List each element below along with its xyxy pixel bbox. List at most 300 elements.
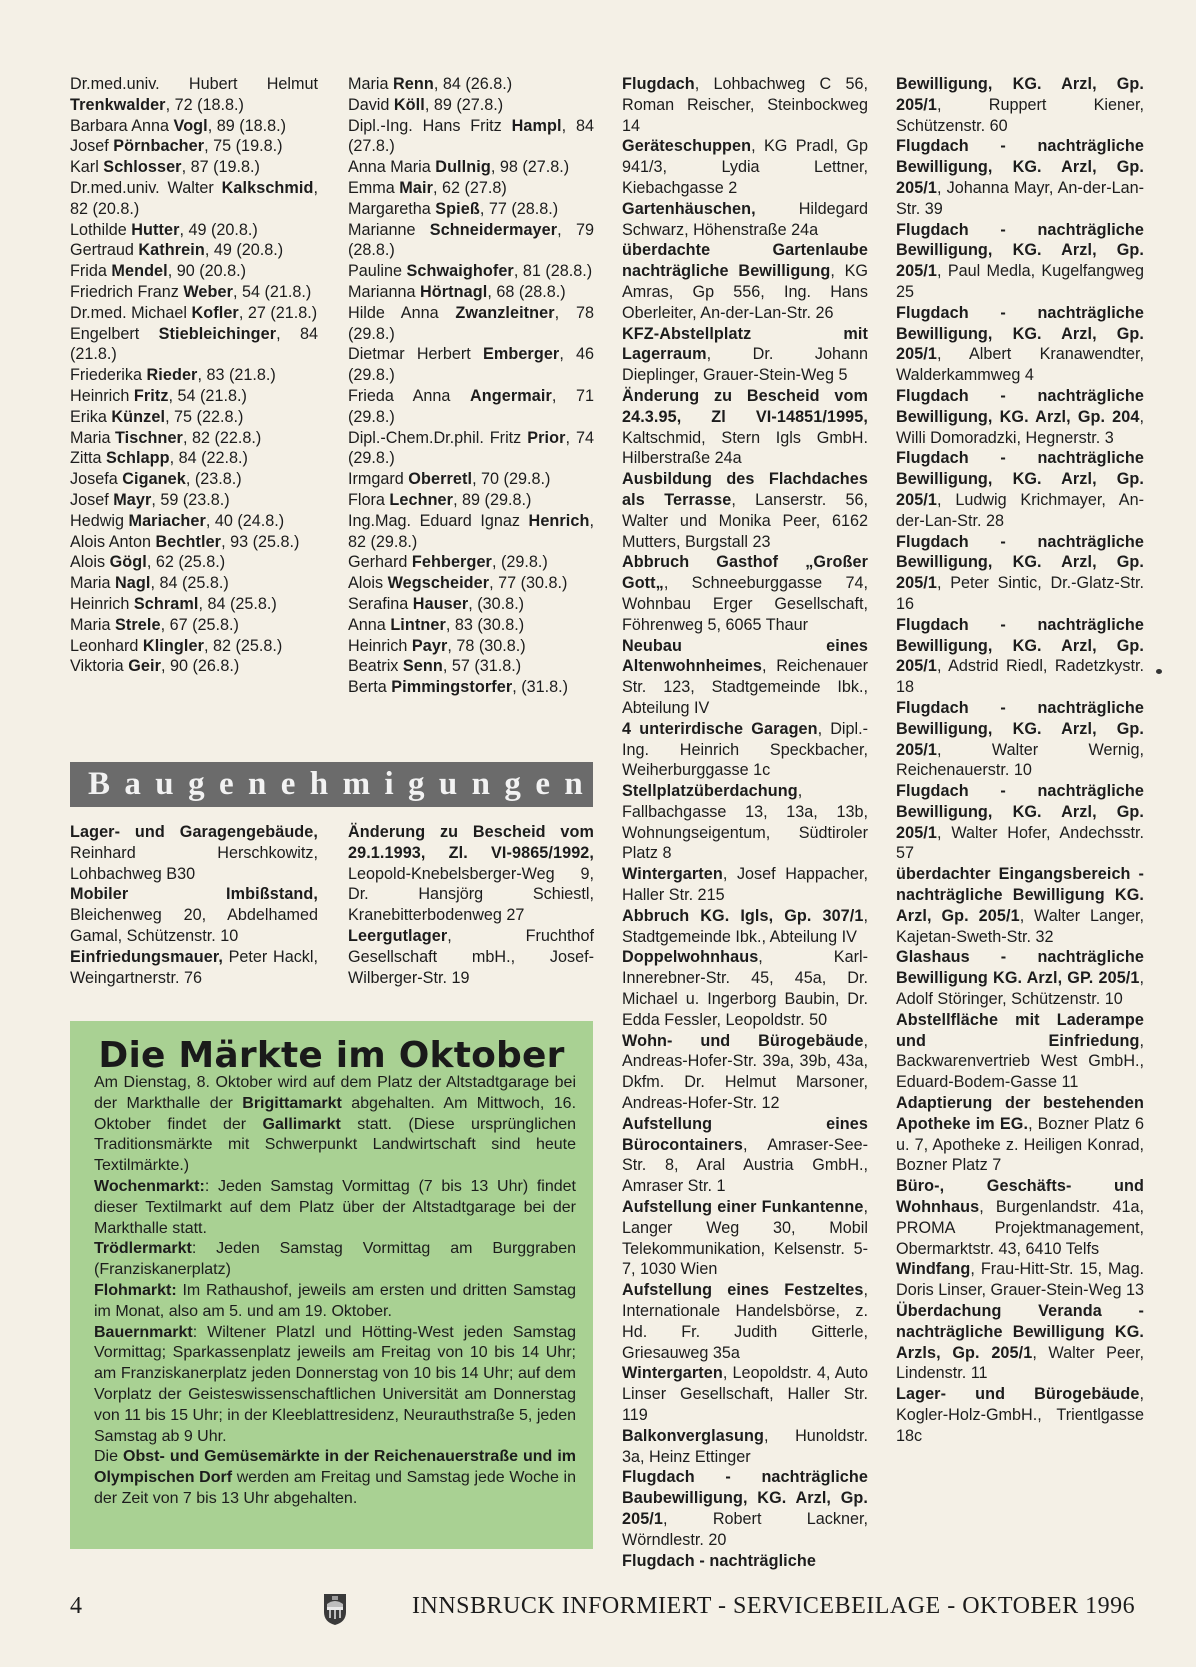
entry-text: Dipl.-Chem.Dr.phil. Fritz xyxy=(348,428,528,447)
entry-bold: Leergutlager xyxy=(348,926,448,945)
section-banner xyxy=(70,762,598,807)
list-item xyxy=(70,573,318,594)
list-item xyxy=(896,1176,1144,1259)
entry-bold: Hörtnagl xyxy=(419,282,488,301)
entry-bold: Flugdach - nachträgliche Bewilligung, KG. Arzl, Gp. 205/1 xyxy=(896,615,1144,676)
permits-column-1 xyxy=(70,822,318,988)
list-item xyxy=(70,324,318,366)
entry-bold: Zwanzleitner xyxy=(455,303,555,322)
list-item xyxy=(70,532,318,553)
entry-text: , Johanna Mayr, An-der-Lan-Str. 39 xyxy=(896,178,1144,218)
list-item xyxy=(896,864,1144,947)
entry-text: Anna xyxy=(348,615,391,634)
entry-bold: Büro-, Geschäfts- und Wohnhaus xyxy=(896,1177,1144,1217)
entry-bold: Obst- und Gemüsemärkte in der Reichenauerstraße und im Olympischen Dorf xyxy=(94,1448,577,1487)
list-item xyxy=(622,1031,868,1114)
entry-text: Irmgard xyxy=(348,470,409,489)
entry-text: , Walter Langer, Kajetan-Sweth-Str. 32 xyxy=(896,906,1145,946)
entry-bold: Windfang xyxy=(896,1260,971,1279)
list-item xyxy=(622,781,868,864)
entry-bold: Mair xyxy=(399,178,433,197)
entry-text: , Hunoldstr. 3a, Heinz Ettinger xyxy=(622,1426,868,1466)
entry-bold: Lechner xyxy=(389,490,454,509)
entry-text: , Langer Weg 30, Mobil Telekommunikation, Kelsenstr. 5-7, 1030 Wien xyxy=(622,1198,868,1279)
list-item xyxy=(70,282,318,303)
entry-bold: Trödlermarkt xyxy=(94,1240,192,1258)
entry-text: Hilde Anna xyxy=(348,303,456,322)
list-item xyxy=(896,1384,1144,1446)
entry-bold: Brigittamarkt xyxy=(242,1094,342,1112)
entry-text: Hildegard Schwarz, Höhenstraße 24a xyxy=(622,199,868,239)
entry-bold: Mobiler Imbißstand, xyxy=(70,885,318,904)
entry-text: , 81 (28.8.) xyxy=(513,262,593,281)
list-item xyxy=(622,864,868,906)
list-item xyxy=(622,636,868,719)
list-item xyxy=(348,615,594,636)
entry-text: Die xyxy=(94,1448,124,1466)
entry-bold: Schlapp xyxy=(105,449,170,468)
list-item xyxy=(896,220,1144,303)
list-item xyxy=(348,552,594,573)
entry-text: Karl xyxy=(70,158,104,177)
list-item xyxy=(622,136,868,198)
list-item xyxy=(348,220,594,262)
entry-text: , Reichenauer Str. 123, Stadtgemeinde Ibk., Abteilung IV xyxy=(622,657,868,717)
entry-bold: Pörnbacher xyxy=(113,137,205,156)
list-item xyxy=(70,656,318,677)
entry-bold: Abbruch Gasthof „Großer Gott„ xyxy=(622,553,868,593)
entry-text: , 89 (29.8.) xyxy=(453,490,532,509)
entry-text: , 77 (28.8.) xyxy=(479,199,559,218)
entry-text: : Jeden Samstag Vormittag (7 bis 13 Uhr) findet dieser Textilmarkt auf dem Platz über der Altstadtgarage bei der Markthalle statt. xyxy=(94,1177,576,1237)
entry-text: , Kogler-Holz-GmbH., Trientlgasse 18c xyxy=(896,1385,1144,1445)
entry-text: , (29.8.) xyxy=(491,553,548,572)
entry-text: Dietmar Herbert xyxy=(348,345,483,364)
list-item xyxy=(348,822,594,926)
entry-bold: Hampl xyxy=(511,116,562,135)
entry-bold: Fehberger xyxy=(411,553,492,572)
list-item xyxy=(622,74,868,136)
list-item xyxy=(70,240,318,261)
permits-column-3 xyxy=(622,74,868,1571)
list-item xyxy=(70,116,318,137)
list-item xyxy=(896,303,1144,386)
entry-bold: Geir xyxy=(128,657,161,676)
entry-bold: Flugdach - nachträgliche Bewilligung, KG. Arzl, Gp. 205/1 xyxy=(896,303,1144,364)
entry-bold: Flohmarkt: xyxy=(94,1281,177,1299)
entry-text: , Karl-Innerebner-Str. 45, 45a, Dr. Michael u. Ingerborg Baubin, Dr. Edda Fessler, Leopoldstr. 50 xyxy=(622,948,868,1029)
entry-bold: Flugdach - nachträgliche Bewilligung, KG. Arzl, Gp. 204 xyxy=(896,386,1144,426)
death-notices-column-1 xyxy=(70,74,318,677)
list-item xyxy=(348,178,594,199)
entry-text: , 49 (20.8.) xyxy=(204,241,284,260)
list-item xyxy=(94,1323,576,1448)
permits-column-2 xyxy=(348,822,594,988)
entry-text: Dr.med. Michael xyxy=(70,303,192,322)
list-item xyxy=(622,324,868,386)
list-item xyxy=(348,344,594,386)
entry-text: Kaltschmid, Stern Igls GmbH. Hilberstraße 24a xyxy=(622,428,868,468)
entry-text: , 82 (22.8.) xyxy=(182,428,262,447)
entry-text: Beatrix xyxy=(348,657,403,676)
entry-text: , Willi Domoradzki, Hegnerstr. 3 xyxy=(896,407,1144,447)
entry-bold: Köll xyxy=(393,95,425,114)
entry-bold: Pimmingstorfer xyxy=(391,678,513,697)
entry-text: , 89 (18.8.) xyxy=(207,116,287,135)
entry-text: Erika xyxy=(70,407,112,426)
entry-bold: Wochenmarkt: xyxy=(94,1177,205,1195)
entry-text: , Lanserstr. 56, Walter und Monika Peer, 6162 Mutters, Burgstall 23 xyxy=(622,490,869,551)
entry-text: , 57 (31.8.) xyxy=(442,657,522,676)
entry-text: , Ruppert Kiener, Schützenstr. 60 xyxy=(896,95,1144,135)
entry-bold: Kofler xyxy=(191,303,239,322)
death-notices-column-2 xyxy=(348,74,594,698)
entry-text: , 67 (25.8.) xyxy=(160,615,239,634)
entry-text: Alois Anton xyxy=(70,532,156,551)
entry-text: , Leopoldstr. 4, Auto Linser Gesellschaft, Haller Str. 119 xyxy=(622,1364,868,1424)
entry-text: , 83 (30.8.) xyxy=(445,615,525,634)
entry-bold: Mariacher xyxy=(128,511,206,530)
list-item xyxy=(70,636,318,657)
list-item xyxy=(896,386,1144,448)
list-item xyxy=(348,428,594,470)
entry-bold: Strele xyxy=(114,615,161,634)
list-item xyxy=(70,74,318,116)
list-item xyxy=(70,615,318,636)
entry-text: Dipl.-Ing. Hans Fritz xyxy=(348,116,512,135)
list-item xyxy=(896,74,1144,136)
entry-text: , Andreas-Hofer-Str. 39a, 39b, 43a, Dkfm. Dr. Helmut Marsoner, Andreas-Hofer-Str. 12 xyxy=(622,1031,868,1113)
entry-text: , 82 (29.8.) xyxy=(348,511,594,551)
entry-text: Ing.Mag. Eduard Ignaz xyxy=(348,511,529,530)
entry-bold: Balkonverglasung xyxy=(622,1426,764,1445)
entry-bold: Flugdach - nachträgliche Bewilligung, KG. Arzl, Gp. 205/1 xyxy=(896,220,1144,281)
list-item xyxy=(896,1010,1144,1093)
entry-bold: Prior xyxy=(527,428,566,447)
entry-text: , Adolf Störinger, Schützenstr. 10 xyxy=(896,969,1144,1009)
entry-bold: Änderung zu Bescheid vom 29.1.1993, Zl. VI-9865/1992, xyxy=(348,823,594,862)
entry-text: Dr.med.univ. Hubert Helmut xyxy=(70,75,318,93)
entry-text: , 90 (26.8.) xyxy=(160,657,240,676)
entry-text: , 83 (21.8.) xyxy=(197,366,276,385)
entry-text: , 46 (29.8.) xyxy=(348,345,594,385)
list-item xyxy=(622,469,868,552)
entry-bold: Nagl xyxy=(114,574,151,593)
list-item xyxy=(70,428,318,449)
list-item xyxy=(348,594,594,615)
entry-text: Josefa xyxy=(70,470,123,489)
entry-text: Maria xyxy=(70,574,115,593)
list-item xyxy=(348,490,594,511)
markets-box xyxy=(70,1021,593,1549)
entry-text: Pauline xyxy=(348,262,407,281)
list-item xyxy=(622,199,868,241)
entry-text: , KG Amras, Gp 556, Ing. Hans Oberleiter, An-der-Lan-Str. 26 xyxy=(622,262,868,322)
list-item xyxy=(896,947,1144,1009)
entry-bold: überdachter Eingangsbereich - nachträgliche Bewilligung KG. Arzl, Gp. 205/1 xyxy=(896,865,1144,925)
list-item xyxy=(622,1197,868,1280)
entry-text: , Fallbachgasse 13, 13a, 13b, Wohnungseigentum, Südtiroler Platz 8 xyxy=(622,782,868,863)
list-item xyxy=(622,1551,868,1572)
entry-text: , Albert Kranawendter, Walderkammweg 4 xyxy=(896,345,1144,385)
entry-text: , Walter Wernig, Reichenauerstr. 10 xyxy=(896,740,1144,780)
entry-text: , Paul Medla, Kugelfangweg 25 xyxy=(896,262,1144,301)
list-item xyxy=(348,157,594,178)
entry-bold: Angermair xyxy=(470,386,552,405)
entry-text: , KG Pradl, Gp 941/3, Lydia Lettner, Kiebachgasse 2 xyxy=(622,137,868,197)
entry-text: , Bozner Platz 6 u. 7, Apotheke z. Heiligen Konrad, Bozner Platz 7 xyxy=(896,1114,1144,1175)
entry-text: , Ludwig Krichmayer, An-der-Lan-Str. 28 xyxy=(896,490,1144,530)
entry-bold: Weber xyxy=(183,282,234,301)
list-item xyxy=(348,511,594,553)
entry-text: , 78 (29.8.) xyxy=(348,303,594,343)
entry-text: , Adstrid Riedl, Radetzkystr. 18 xyxy=(896,657,1144,697)
entry-bold: 4 unterirdische Garagen xyxy=(622,719,818,738)
permits-column-4 xyxy=(896,74,1144,1447)
list-item xyxy=(70,220,318,241)
list-item xyxy=(94,1281,576,1323)
entry-text: David xyxy=(348,95,394,114)
entry-text: , Lohbachweg C 56, Roman Reischer, Steinbockweg 14 xyxy=(622,75,868,135)
entry-text: : Jeden Samstag Vormittag am Burggraben (Franziskanerplatz) xyxy=(94,1240,576,1279)
markets-body xyxy=(94,1073,576,1510)
entry-bold: Klingler xyxy=(142,636,204,655)
entry-text: Heinrich xyxy=(348,636,412,655)
entry-text: Peter Hackl, Weingartnerstr. 76 xyxy=(70,947,318,987)
list-item xyxy=(70,178,318,220)
entry-text: , Internationale Handelsbörse, z. Hd. Fr. Judith Gitterle, Griesauweg 35a xyxy=(622,1281,868,1362)
entry-bold: Vogl xyxy=(173,116,208,135)
list-item xyxy=(94,1239,576,1281)
entry-text: Berta xyxy=(348,678,392,697)
list-item xyxy=(896,698,1144,781)
entry-text: , 84 (25.8.) xyxy=(150,574,229,593)
innsbruck-coat-of-arms-icon xyxy=(322,1592,348,1626)
entry-text: Josef xyxy=(70,137,114,156)
list-item xyxy=(348,636,594,657)
list-item xyxy=(94,1447,576,1509)
entry-text: Zitta xyxy=(70,449,106,468)
entry-text: , 71 (29.8.) xyxy=(348,386,594,426)
list-item xyxy=(896,1301,1144,1384)
ink-dot xyxy=(1156,669,1162,674)
list-item xyxy=(70,365,318,386)
page-number: 4 xyxy=(70,1593,82,1619)
list-item xyxy=(70,261,318,282)
entry-text: , 84 (26.8.) xyxy=(433,75,513,93)
entry-text: , 78 (30.8.) xyxy=(447,636,526,655)
entry-text: , Amraser-See-Str. 8, Aral Austria GmbH., Amraser Str. 1 xyxy=(622,1135,868,1196)
entry-text: , Backwarenvertrieb West GmbH., Eduard-Bodem-Gasse 11 xyxy=(896,1031,1144,1092)
entry-bold: Gögl xyxy=(109,553,147,572)
list-item xyxy=(348,677,594,698)
entry-bold: Adaptierung der bestehenden Apotheke im EG. xyxy=(896,1094,1144,1133)
entry-bold: Gartenhäuschen, xyxy=(622,199,756,218)
entry-text: Dr.med.univ. Walter xyxy=(70,178,222,197)
entry-bold: Senn xyxy=(402,657,443,676)
entry-text: abgehalten. Am Mittwoch, 16. Oktober findet der xyxy=(94,1094,577,1133)
entry-text: , 82 (20.8.) xyxy=(70,178,318,218)
list-item xyxy=(348,261,594,282)
entry-text: Alois xyxy=(348,574,388,593)
entry-bold: Payr xyxy=(411,636,448,655)
entry-text: , Robert Lackner, Wörndlestr. 20 xyxy=(622,1509,868,1549)
entry-text: , 82 (25.8.) xyxy=(203,636,283,655)
entry-bold: Schraml xyxy=(133,594,199,613)
list-item xyxy=(622,386,868,469)
entry-bold: Künzel xyxy=(111,407,166,426)
entry-text: , 77 (30.8.) xyxy=(489,574,568,593)
entry-text: Im Rathaushof, jeweils am ersten und dritten Samstag im Monat, also am 5. und am 19. Oktober. xyxy=(94,1281,576,1320)
entry-text: Frida xyxy=(70,262,112,281)
list-item xyxy=(348,573,594,594)
entry-bold: Flugdach - nachträgliche Bewilligung, KG. Arzl, Gp. 205/1 xyxy=(896,532,1144,593)
entry-text: , 84 (27.8.) xyxy=(348,116,594,156)
entry-bold: Flugdach - nachträgliche Bewilligung, KG. Arzl, Gp. 205/1 xyxy=(896,782,1144,842)
entry-text: Viktoria xyxy=(70,657,129,676)
entry-bold: Flugdach - nachträgliche Bewilligung, KG. Arzl, Gp. 205/1 xyxy=(896,449,1144,509)
entry-text: , Fruchthof Gesellschaft mbH., Josef-Wilberger-Str. 19 xyxy=(348,926,594,987)
list-item xyxy=(70,511,318,532)
list-item xyxy=(622,1426,868,1468)
entry-text: Maria xyxy=(70,615,115,634)
list-item xyxy=(896,781,1144,864)
entry-text: Serafina xyxy=(348,594,413,613)
entry-bold: Lintner xyxy=(390,615,446,634)
list-item xyxy=(348,926,594,988)
list-item xyxy=(622,947,868,1030)
entry-bold: Kathrein xyxy=(138,241,205,260)
entry-bold: Schlosser xyxy=(103,158,182,177)
list-item xyxy=(896,1259,1144,1301)
entry-bold: Renn xyxy=(392,75,434,93)
entry-text: Lothilde xyxy=(70,220,132,239)
entry-bold: Lager- und Garagengebäude, xyxy=(70,823,318,841)
entry-text: , 62 (27.8) xyxy=(432,178,507,197)
entry-bold: Doppelwohnhaus xyxy=(622,948,759,967)
entry-bold: Bechtler xyxy=(155,532,222,551)
entry-text: , 75 (22.8.) xyxy=(165,407,244,426)
list-item xyxy=(70,594,318,615)
entry-bold: Mendel xyxy=(111,262,168,281)
entry-text: , Dipl.-Ing. Heinrich Speckbacher, Weiherburggasse 1c xyxy=(622,719,868,780)
entry-text: , 87 (19.8.) xyxy=(181,158,260,177)
entry-bold: Ausbildung des Flachdaches als Terrasse xyxy=(622,470,868,509)
entry-bold: Lager- und Bürogebäude xyxy=(896,1385,1140,1404)
entry-text: Gerhard xyxy=(348,553,412,572)
entry-text: , Stadtgemeinde Ibk., Abteilung IV xyxy=(622,906,868,946)
list-item xyxy=(622,1363,868,1425)
entry-bold: Hutter xyxy=(131,220,180,239)
entry-text: , (30.8.) xyxy=(468,594,525,613)
entry-bold: Überdachung Veranda - nachträgliche Bewilligung KG. Arzls, Gp. 205/1 xyxy=(896,1302,1144,1362)
entry-text: , 84 (21.8.) xyxy=(70,324,318,364)
entry-text: , Frau-Hitt-Str. 15, Mag. Doris Linser, Grauer-Stein-Weg 13 xyxy=(896,1260,1145,1300)
entry-text: , 84 (25.8.) xyxy=(198,594,277,613)
entry-bold: Bauernmarkt xyxy=(94,1323,193,1341)
entry-bold: Flugdach - nachträgliche Bewilligung, KG. Arzl, Gp. 205/1 xyxy=(896,137,1144,197)
entry-text: , 59 (23.8.) xyxy=(151,490,230,509)
entry-bold: Henrich xyxy=(528,511,590,530)
entry-bold: Trenkwalder xyxy=(70,95,166,114)
entry-text: Marianne xyxy=(348,220,430,239)
entry-text: , 89 (27.8.) xyxy=(424,95,504,114)
list-item xyxy=(70,157,318,178)
entry-text: , 90 (20.8.) xyxy=(167,262,247,281)
entry-bold: Geräteschuppen xyxy=(622,137,752,156)
entry-text: , 49 (20.8.) xyxy=(179,220,258,239)
list-item xyxy=(896,448,1144,531)
list-item xyxy=(622,240,868,323)
entry-bold: Stiebleichinger xyxy=(158,324,277,343)
entry-text: , 72 (18.8.) xyxy=(165,95,244,114)
entry-bold: Dullnig xyxy=(435,158,491,177)
list-item xyxy=(348,116,594,158)
list-item xyxy=(348,469,594,490)
list-item xyxy=(622,1467,868,1550)
entry-text: Leopold-Knebelsberger-Weg 9, Dr. Hansjörg Schiestl, Kranebitterbodenweg 27 xyxy=(348,864,594,925)
entry-text: , 84 (22.8.) xyxy=(169,449,248,468)
list-item xyxy=(896,532,1144,615)
entry-text: Maria xyxy=(70,428,115,447)
entry-text: Am Dienstag, 8. Oktober wird auf dem Platz der Altstadtgarage bei der Markthalle der xyxy=(94,1074,576,1112)
entry-bold: Emberger xyxy=(482,345,560,364)
entry-text: Friederika xyxy=(70,366,147,385)
entry-text: Alois xyxy=(70,553,110,572)
entry-bold: Änderung zu Bescheid vom 24.3.95, Zl VI-14851/1995, xyxy=(622,386,868,426)
entry-text: , Peter Sintic, Dr.-Glatz-Str. 16 xyxy=(896,574,1144,613)
entry-text: werden am Freitag und Samstag jede Woche in der Zeit von 7 bis 13 Uhr abgehalten. xyxy=(94,1469,577,1507)
entry-text: Emma xyxy=(348,178,400,197)
entry-bold: Fritz xyxy=(133,386,169,405)
entry-text: Marianna xyxy=(348,282,420,301)
entry-text: , 74 (29.8.) xyxy=(348,428,594,468)
entry-bold: Bewilligung, KG. Arzl, Gp. 205/1 xyxy=(896,75,1144,114)
entry-text: Maria xyxy=(348,75,393,93)
list-item xyxy=(622,1280,868,1363)
list-item xyxy=(348,656,594,677)
entry-text: , 70 (29.8.) xyxy=(472,470,551,489)
entry-text: , Josef Happacher, Haller Str. 215 xyxy=(622,865,868,905)
entry-bold: Rieder xyxy=(146,366,198,385)
entry-bold: Hauser xyxy=(412,594,469,613)
entry-text: , Walter Peer, Lindenstr. 11 xyxy=(896,1343,1144,1383)
entry-bold: Wintergarten xyxy=(622,865,723,884)
entry-text: , Burgenlandstr. 41a, PROMA Projektmanagement, Obermarktstr. 43, 6410 Telfs xyxy=(896,1198,1144,1258)
list-item xyxy=(70,407,318,428)
entry-text: , Schneeburggasse 74, Wohnbau Erger Gesellschaft, Föhrenweg 5, 6065 Thaur xyxy=(622,574,868,634)
list-item xyxy=(94,1073,576,1177)
entry-text: Barbara Anna xyxy=(70,116,174,135)
entry-text: Bleichenweg 20, Abdelhamed Gamal, Schützenstr. 10 xyxy=(70,906,318,945)
entry-text: Engelbert xyxy=(70,324,159,343)
entry-bold: Einfriedungsmauer, xyxy=(70,947,223,966)
list-item xyxy=(348,199,594,220)
list-item xyxy=(348,282,594,303)
entry-bold: Wohn- und Bürogebäude xyxy=(622,1031,864,1050)
entry-bold: Stellplatzüberdachung xyxy=(622,782,798,801)
list-item xyxy=(896,1093,1144,1176)
entry-bold: Mayr xyxy=(113,490,152,509)
entry-bold: Aufstellung eines Festzeltes xyxy=(622,1281,864,1300)
entry-text: , (23.8.) xyxy=(185,470,242,489)
section-heading: Baugenehmigungen xyxy=(88,766,598,802)
entry-bold: Wintergarten xyxy=(622,1364,723,1383)
list-item xyxy=(70,822,318,884)
list-item xyxy=(348,386,594,428)
entry-text: Reinhard Herschkowitz, Lohbachweg B30 xyxy=(70,843,318,883)
entry-text: Flora xyxy=(348,490,390,509)
